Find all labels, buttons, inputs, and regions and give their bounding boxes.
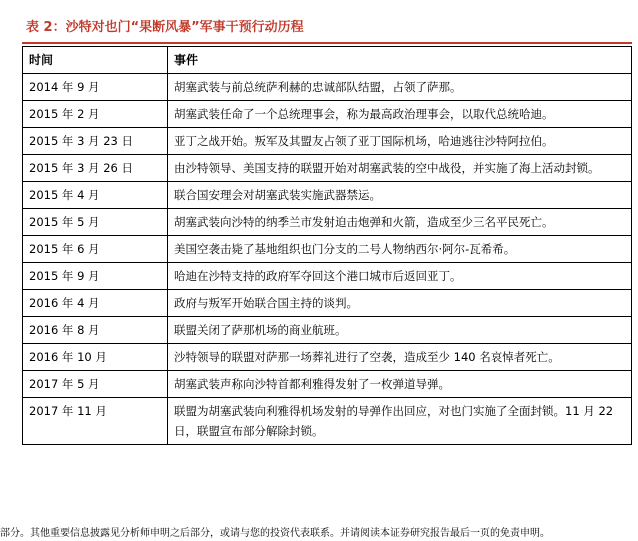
row-event: 联合国安理会对胡塞武装实施武器禁运。 xyxy=(168,182,632,209)
table-row xyxy=(23,155,632,182)
table-row xyxy=(23,209,632,236)
row-time: 2016 年 8 月 xyxy=(23,317,168,344)
row-time: 2015 年 5 月 xyxy=(23,209,168,236)
row-time: 2014 年 9 月 xyxy=(23,74,168,101)
row-event: 胡塞武装向沙特的纳季兰市发射迫击炮弹和火箭，造成至少三名平民死亡。 xyxy=(168,209,632,236)
header-time: 时间 xyxy=(23,47,168,74)
table-row xyxy=(23,317,632,344)
row-time: 2015 年 2 月 xyxy=(23,101,168,128)
caption-divider xyxy=(22,42,632,44)
table-row xyxy=(23,263,632,290)
row-time: 2017 年 11 月 xyxy=(23,398,168,445)
row-time: 2015 年 6 月 xyxy=(23,236,168,263)
row-time: 2015 年 3 月 23 日 xyxy=(23,128,168,155)
row-event: 胡塞武装与前总统萨利赫的忠诚部队结盟，占领了萨那。 xyxy=(168,74,632,101)
table-row xyxy=(23,74,632,101)
row-time: 2015 年 4 月 xyxy=(23,182,168,209)
table-row xyxy=(23,101,632,128)
table-row xyxy=(23,398,632,445)
row-event: 胡塞武装声称向沙特首都利雅得发射了一枚弹道导弹。 xyxy=(168,371,632,398)
row-time: 2016 年 4 月 xyxy=(23,290,168,317)
table-row xyxy=(23,182,632,209)
row-event: 哈迪在沙特支持的政府军夺回这个港口城市后返回亚丁。 xyxy=(168,263,632,290)
table-caption: 表 2：沙特对也门“果断风暴”军事干预行动历程 xyxy=(26,20,304,35)
row-time: 2015 年 3 月 26 日 xyxy=(23,155,168,182)
row-time: 2017 年 5 月 xyxy=(23,371,168,398)
table-header-row xyxy=(23,47,632,74)
row-time: 2016 年 10 月 xyxy=(23,344,168,371)
table-row xyxy=(23,236,632,263)
header-event: 事件 xyxy=(168,47,632,74)
disclaimer-footnote: 部分。其他重要信息披露见分析师申明之后部分，或请与您的投资代表联系。并请阅读本证券研究报告最后一页的免责申明。 xyxy=(0,528,550,539)
row-event: 政府与叛军开始联合国主持的谈判。 xyxy=(168,290,632,317)
table-row xyxy=(23,371,632,398)
row-time: 2015 年 9 月 xyxy=(23,263,168,290)
table-row xyxy=(23,128,632,155)
table-row xyxy=(23,344,632,371)
row-event: 胡塞武装任命了一个总统理事会，称为最高政治理事会，以取代总统哈迪。 xyxy=(168,101,632,128)
row-event: 联盟关闭了萨那机场的商业航班。 xyxy=(168,317,632,344)
row-event: 美国空袭击毙了基地组织也门分支的二号人物纳西尔·阿尔-瓦希希。 xyxy=(168,236,632,263)
row-event: 联盟为胡塞武装向利雅得机场发射的导弹作出回应，对也门实施了全面封锁。11 月 22 日，联盟宣布部分解除封锁。 xyxy=(168,398,632,445)
table-row xyxy=(23,290,632,317)
timeline-table xyxy=(22,46,632,445)
row-event: 沙特领导的联盟对萨那一场葬礼进行了空袭，造成至少 140 名哀悼者死亡。 xyxy=(168,344,632,371)
row-event: 亚丁之战开始。叛军及其盟友占领了亚丁国际机场，哈迪逃往沙特阿拉伯。 xyxy=(168,128,632,155)
row-event: 由沙特领导、美国支持的联盟开始对胡塞武装的空中战役，并实施了海上活动封锁。 xyxy=(168,155,632,182)
